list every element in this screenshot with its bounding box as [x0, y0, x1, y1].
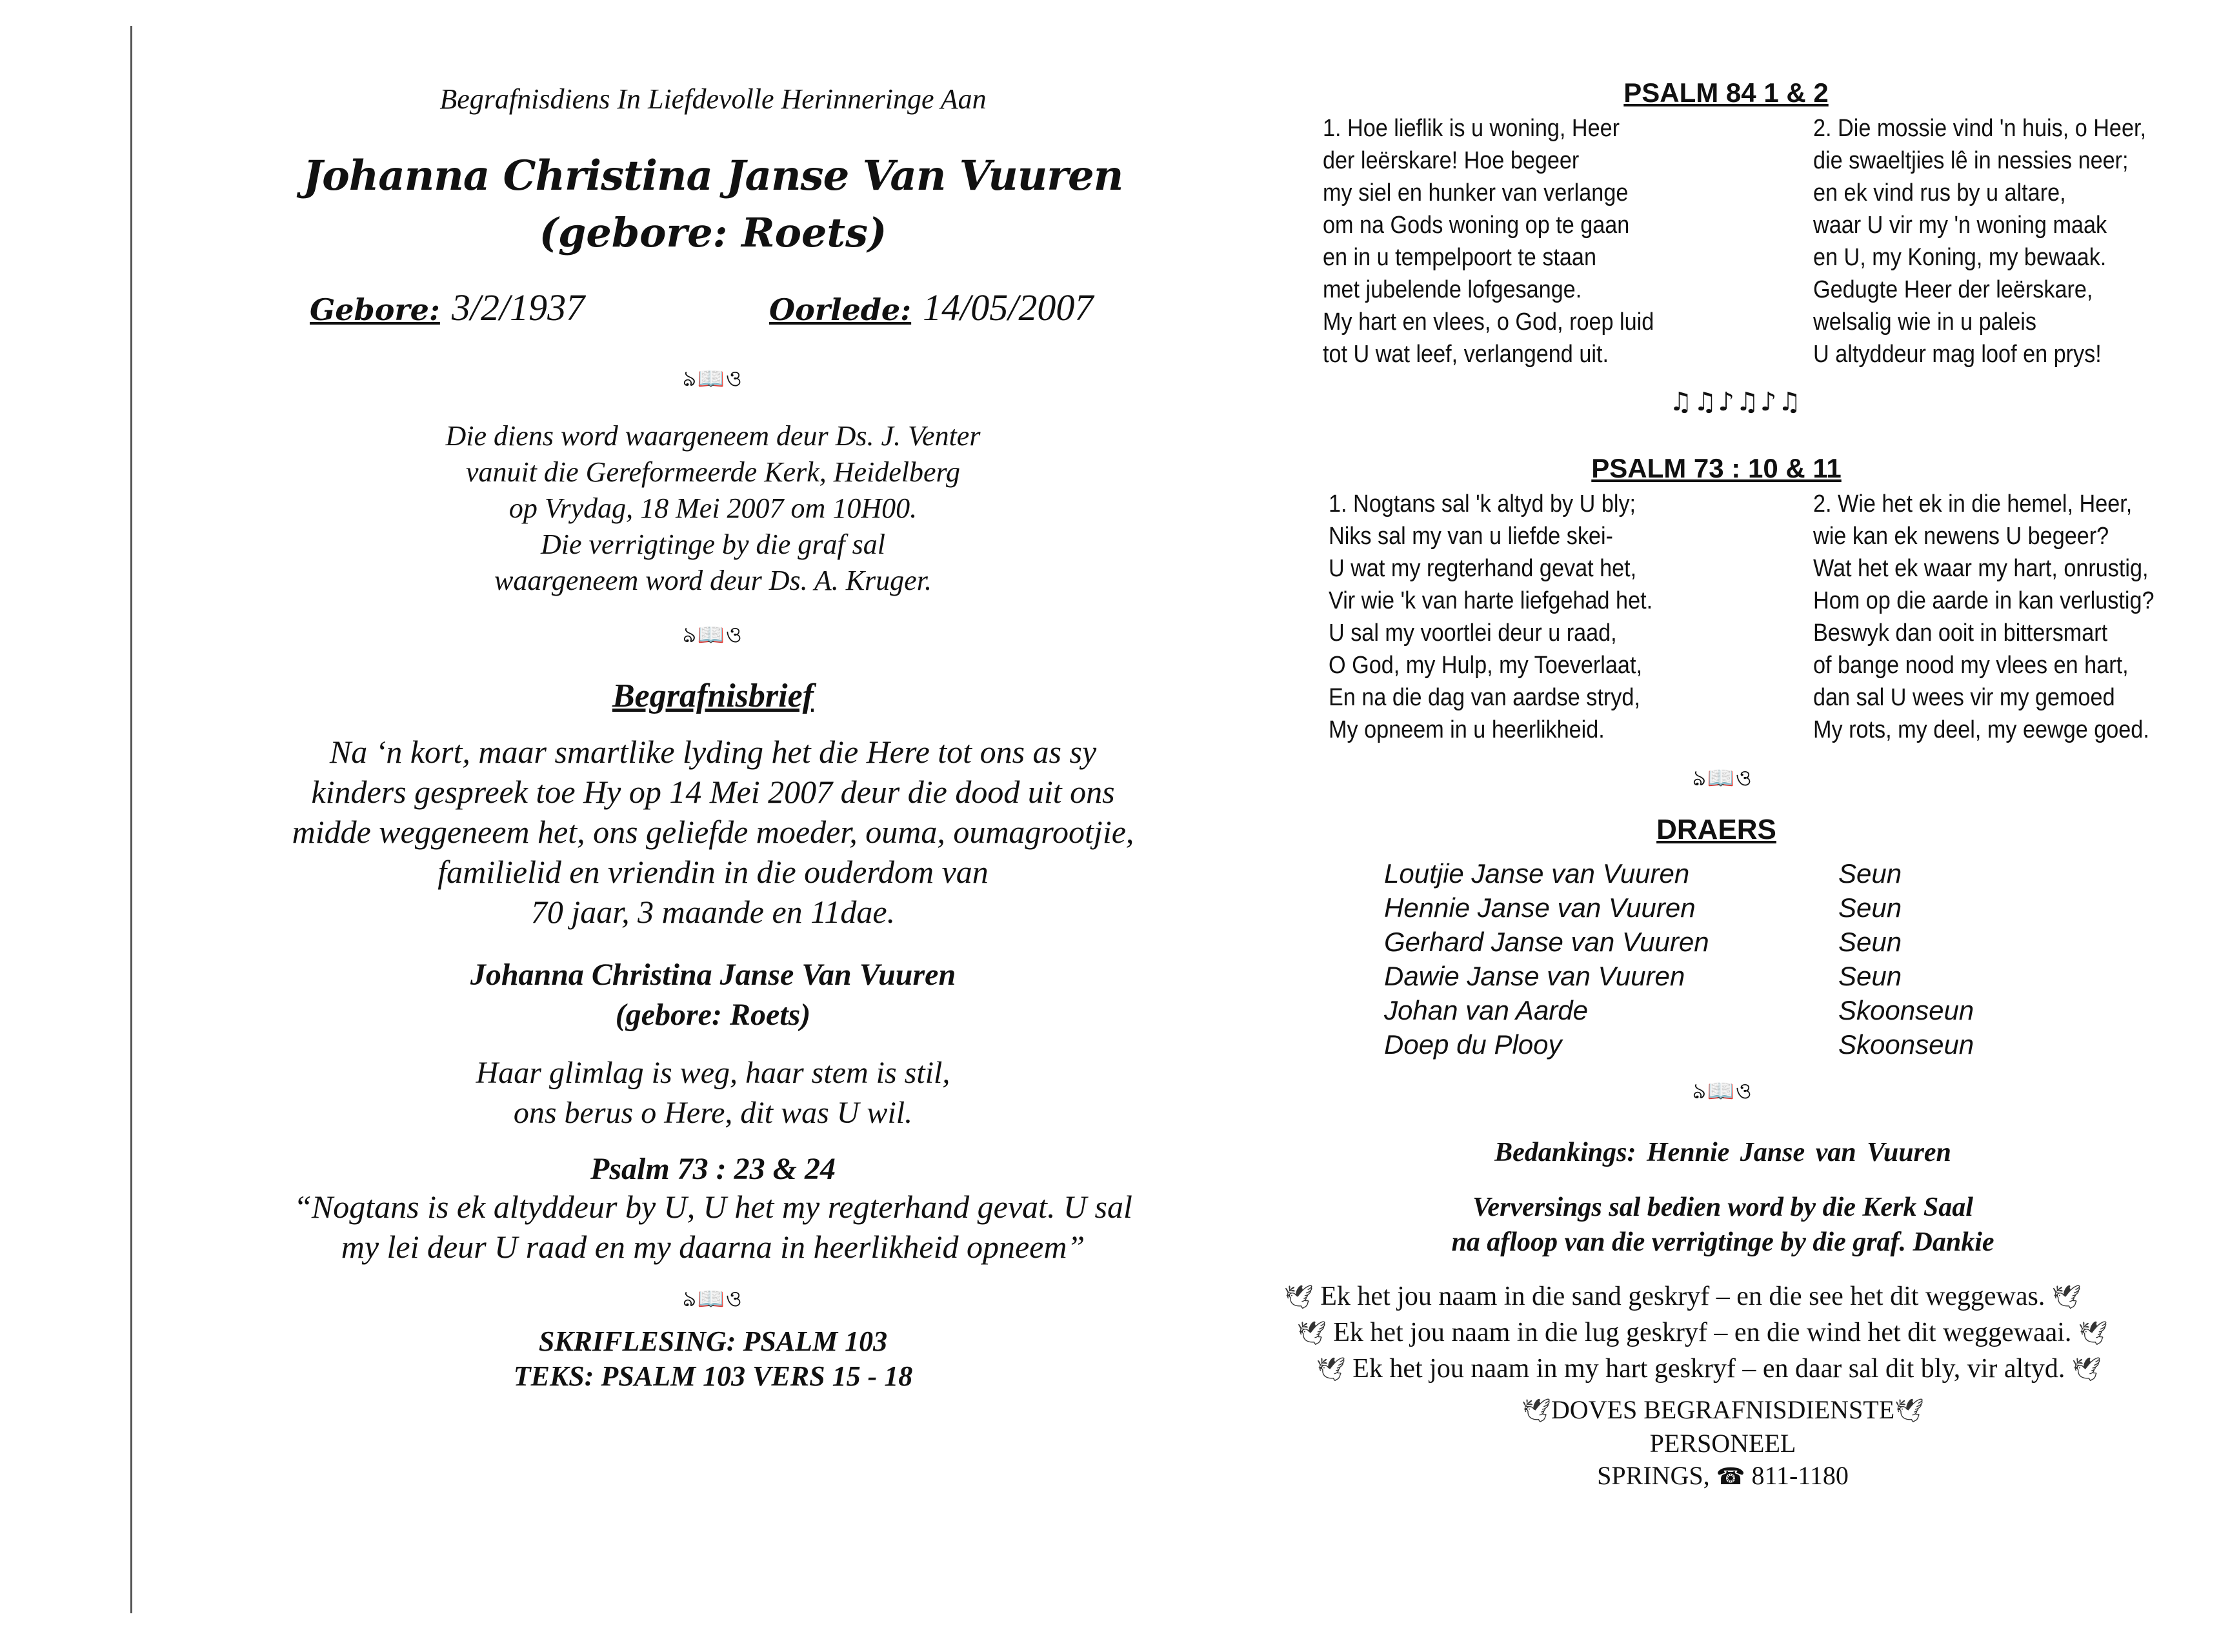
bearer-name: Loutjie Janse van Vuuren: [1384, 858, 1690, 889]
bearer-name: Dawie Janse van Vuuren: [1384, 961, 1685, 991]
reading-line: SKRIFLESING: PSALM 103: [538, 1325, 888, 1357]
verse-line: waar U vir my 'n woning maak: [1813, 212, 2107, 239]
bearer-row: [1323, 1027, 2200, 1062]
scripture-reading: [194, 1324, 1232, 1394]
book-ornament-icon: ঌ📖ও: [683, 1286, 743, 1312]
verse-line: My rots, my deel, my eewge goed.: [1813, 716, 2149, 743]
funeral-letter: [194, 732, 1232, 932]
phone-icon: ☎: [1716, 1464, 1745, 1490]
farewell-line: [1284, 1351, 2200, 1387]
letter-line: 70 jaar, 3 maande en 11dae.: [530, 894, 896, 930]
verse-line: der leërskare! Hoe begeer: [1323, 147, 1580, 174]
psalm73-verse-1: [1323, 488, 1729, 746]
verse-line: Beswyk dan ooit in bittersmart: [1813, 620, 2108, 647]
bearer-relation: Seun: [1838, 961, 1902, 991]
psalm84-verses: [1323, 112, 2200, 370]
verse-line: dan sal U wees vir my gemoed: [1813, 684, 2115, 711]
died-date-block: [769, 286, 1093, 329]
poem-line: Haar glimlag is weg, haar stem is stil,: [476, 1056, 950, 1090]
dove-icon: 🕊: [1284, 1284, 1314, 1311]
psalm84-verse-1: [1323, 112, 1723, 370]
verse-line: 2. Die mossie vind 'n huis, o Heer,: [1813, 115, 2146, 142]
service-line: vanuit die Gereformeerde Kerk, Heidelberg: [465, 456, 961, 488]
dove-icon: 🕊: [1297, 1320, 1327, 1347]
verse-line: welsalig wie in u paleis: [1813, 308, 2036, 336]
undertaker-name: [1245, 1394, 2200, 1427]
dove-icon: 🕊: [2071, 1356, 2102, 1383]
right-page: [1284, 77, 2200, 1493]
bearer-relation: Skoonseun: [1838, 1029, 1974, 1060]
phone-line: [1245, 1460, 2200, 1493]
staff-label: PERSONEEL: [1649, 1429, 1796, 1458]
book-ornament-icon: ঌ📖ও: [1693, 765, 1753, 791]
refreshments-line: Verversings sal bedien word by die Kerk Saal: [1472, 1193, 1973, 1222]
service-line: waargeneem word deur Ds. A. Kruger.: [494, 565, 932, 596]
dove-icon: 🕊: [2051, 1284, 2082, 1311]
farewell-text: Ek het jou naam in die lug geskryf – en die wind het dit weggewaai.: [1333, 1318, 2072, 1347]
letter-line: kinders gespreek toe Hy op 14 Mei 2007 deur die dood uit ons: [311, 774, 1115, 810]
undertaker-label: DOVES BEGRAFNISDIENSTE: [1551, 1395, 1895, 1424]
dove-icon: 🕊: [1894, 1398, 1924, 1424]
verse-line: U altyddeur mag loof en prys!: [1813, 341, 2102, 368]
verse-line: My hart en vlees, o God, roep luid: [1323, 308, 1654, 336]
undertaker-block: [1245, 1394, 2200, 1493]
psalm-quote: [194, 1187, 1232, 1267]
born-date: 3/2/1937: [451, 287, 585, 328]
verse-line: Vir wie 'k van harte liefgehad het.: [1329, 587, 1653, 614]
verse-line: my siel en hunker van verlange: [1323, 179, 1629, 206]
farewell-line: [1284, 1279, 2200, 1315]
letter-line: Na ‘n kort, maar smartlike lyding het die Here tot ons as sy: [329, 734, 1097, 770]
deceased-name-block: [194, 955, 1232, 1035]
verse-line: en in u tempelpoort te staan: [1323, 244, 1596, 271]
maiden-name-script: (gebore: Roets): [539, 209, 887, 256]
bearers-list: [1323, 856, 2200, 1062]
verse-line: wie kan ek newens U begeer?: [1813, 523, 2109, 550]
poem-line: ons berus o Here, dit was U wil.: [513, 1096, 913, 1130]
died-label: Oorlede:: [769, 292, 912, 327]
farewell-line: [1284, 1315, 2200, 1351]
maiden-name: (gebore: Roets): [615, 998, 811, 1032]
service-line: Die diens word waargeneem deur Ds. J. Venter: [445, 420, 981, 452]
verse-line: O God, my Hulp, my Toeverlaat,: [1329, 652, 1642, 679]
psalm73-verse-2: [1813, 488, 2162, 746]
psalm73-title: PSALM 73 : 10 & 11: [1591, 453, 1842, 483]
service-line: Die verrigtinge by die graf sal: [540, 529, 885, 560]
thanks-line: Bedankings: Hennie Janse van Vuuren: [1494, 1138, 1951, 1167]
psalm73-verses: [1323, 488, 2200, 746]
quote-line: my lei deur U raad en my daarna in heerlikheid opneem”: [341, 1229, 1085, 1265]
bearer-relation: Seun: [1838, 858, 1902, 889]
bearer-relation: Skoonseun: [1838, 995, 1974, 1025]
verse-line: 1. Nogtans sal 'k altyd by U bly;: [1329, 490, 1636, 518]
deceased-name-script: Johanna Christina Janse Van Vuuren: [303, 152, 1123, 200]
service-details: [194, 418, 1232, 599]
refreshments-note: [1245, 1190, 2200, 1260]
verse-line: Niks sal my van u liefde skei-: [1329, 523, 1613, 550]
bearer-row: [1323, 925, 2200, 959]
book-ornament-icon: ঌ📖ও: [683, 622, 743, 648]
psalm-reference: Psalm 73 : 23 & 24: [590, 1152, 836, 1186]
psalm84-verse-2: [1813, 112, 2162, 370]
farewell-verse: [1284, 1279, 2200, 1387]
music-notes-icon: ♫♫♪♫♪♫: [1669, 387, 1803, 417]
fold-line: [130, 26, 132, 1613]
verse-line: Hom op die aarde in kan verlustig?: [1813, 587, 2155, 614]
verse-line: Wat het ek waar my hart, onrustig,: [1813, 555, 2149, 582]
bearer-row: [1323, 959, 2200, 993]
verse-line: My opneem in u heerlikheid.: [1329, 716, 1605, 743]
born-label: Gebore:: [310, 292, 440, 327]
phone-place: SPRINGS,: [1597, 1461, 1710, 1490]
verse-line: tot U wat leef, verlangend uit.: [1323, 341, 1609, 368]
bearer-row: [1323, 993, 2200, 1027]
verse-line: Gedugte Heer der leërskare,: [1813, 276, 2093, 303]
farewell-text: Ek het jou naam in die sand geskryf – en die see het dit weggewas.: [1320, 1282, 2045, 1311]
refreshments-line: na afloop van die verrigtinge by die graf. Dankie: [1451, 1227, 1994, 1257]
farewell-text: Ek het jou naam in my hart geskryf – en daar sal dit bly, vir altyd.: [1352, 1354, 2065, 1384]
left-page: [194, 71, 1232, 1394]
phone-number: 811-1180: [1751, 1461, 1849, 1490]
quote-line: “Nogtans is ek altyddeur by U, U het my regterhand gevat. U sal: [294, 1189, 1132, 1225]
letter-line: midde weggeneem het, ons geliefde moeder, ouma, oumagrootjie,: [292, 814, 1134, 850]
verse-line: en ek vind rus by u altare,: [1813, 179, 2066, 206]
psalm84-title: PSALM 84 1 & 2: [1623, 77, 1829, 108]
bearer-relation: Seun: [1838, 927, 1902, 957]
dove-icon: 🕊: [2078, 1320, 2108, 1347]
bearer-name: Johan van Aarde: [1384, 995, 1589, 1025]
verse-line: 1. Hoe lieflik is u woning, Heer: [1323, 115, 1620, 142]
died-date: 14/05/2007: [923, 287, 1094, 328]
dove-icon: 🕊: [1522, 1398, 1551, 1424]
book-ornament-icon: ঌ📖ও: [1693, 1078, 1753, 1104]
born-date-block: [310, 286, 585, 329]
intro-line: Begrafnisdiens In Liefdevolle Herinneringe Aan: [439, 83, 987, 115]
bearer-name: Hennie Janse van Vuuren: [1384, 892, 1696, 923]
bearer-row: [1323, 856, 2200, 891]
dates-row: [194, 286, 1232, 344]
verse-line: of bange nood my vlees en hart,: [1813, 652, 2129, 679]
dove-icon: 🕊: [1316, 1356, 1346, 1383]
bearer-row: [1323, 891, 2200, 925]
bearer-relation: Seun: [1838, 892, 1902, 923]
book-ornament-icon: ঌ📖ও: [683, 366, 743, 392]
verse-line: En na die dag van aardse stryd,: [1329, 684, 1640, 711]
bearer-name: Gerhard Janse van Vuuren: [1384, 927, 1709, 957]
bearer-name: Doep du Plooy: [1384, 1029, 1562, 1060]
deceased-name: Johanna Christina Janse Van Vuuren: [470, 958, 956, 992]
verse-line: die swaeltjies lê in nessies neer;: [1813, 147, 2129, 174]
verse-line: U wat my regterhand gevat het,: [1329, 555, 1637, 582]
verse-line: U sal my voortlei deur u raad,: [1329, 620, 1617, 647]
text-line: TEKS: PSALM 103 VERS 15 - 18: [513, 1360, 913, 1392]
verse-line: en U, my Koning, my bewaak.: [1813, 244, 2107, 271]
verse-line: 2. Wie het ek in die hemel, Heer,: [1813, 490, 2133, 518]
verse-line: met jubelende lofgesange.: [1323, 276, 1582, 303]
poem: [194, 1053, 1232, 1133]
service-line: op Vrydag, 18 Mei 2007 om 10H00.: [508, 492, 918, 524]
letter-title: Begrafnisbrief: [612, 678, 814, 714]
bearers-title: DRAERS: [1656, 814, 1776, 845]
verse-line: om na Gods woning op te gaan: [1323, 212, 1630, 239]
letter-line: familielid en vriendin in die ouderdom van: [437, 854, 989, 890]
